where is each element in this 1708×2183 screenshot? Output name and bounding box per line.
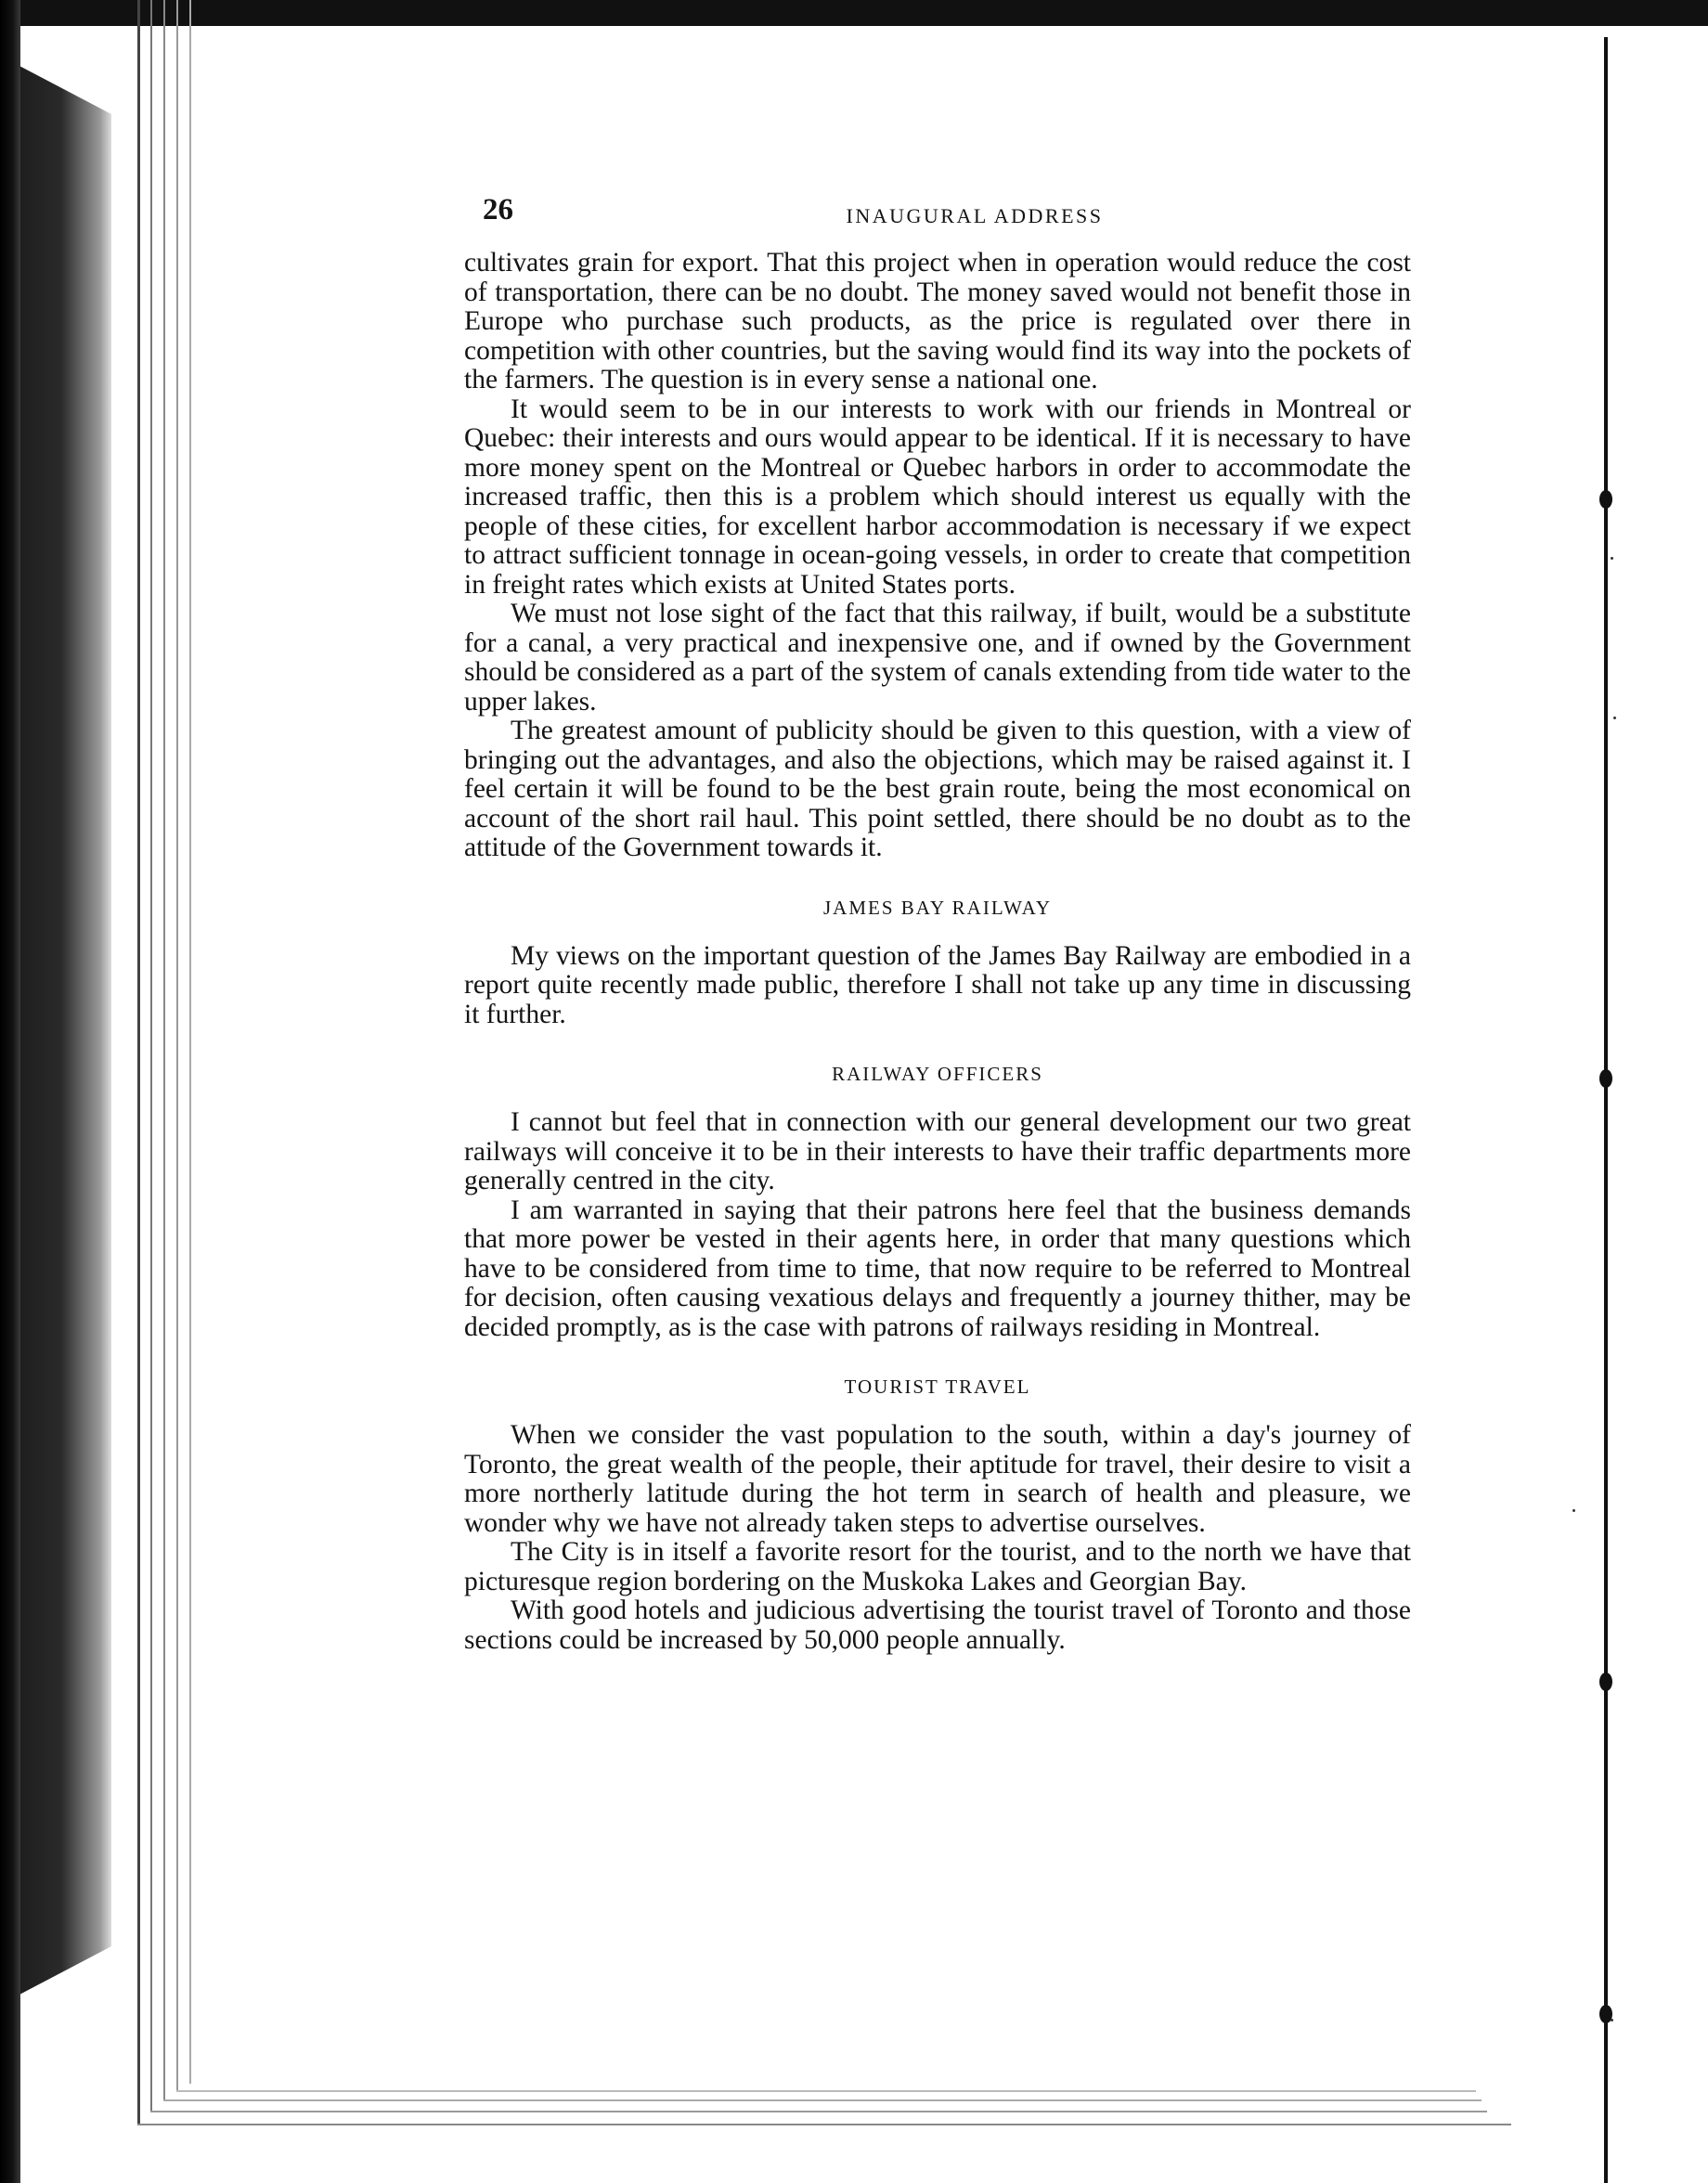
page-number: 26 <box>483 193 513 226</box>
paragraph: When we consider the vast population to the south, within a day's journey of Toronto, the great wealth of the people, their aptitude for travel, their desire to visit a more northerly latitude during the hot term in search of health and pleasure, we wonder why we have not already taken steps to advertise ourselves. <box>464 1420 1411 1538</box>
dust-speck <box>1572 1509 1575 1512</box>
binding-mark <box>1599 1069 1612 1088</box>
page-bottom-edge <box>176 2090 1476 2092</box>
paragraph: The greatest amount of publicity should be given to this question, with a view of bringing out the advantages, and also the objections, which may be raised against it. I feel certain it will be found to be the best grain route, being the most economical on account of the short rail haul. This point settled, there should be no doubt as to the attitude of the Government towards it. <box>464 716 1411 862</box>
paragraph: cultivates grain for export. That this project when in operation would reduce the cost of transportation, there can be no doubt. The money saved would not benefit those in Europe who purchase such products, as the price is regulated over there in competition with other countries, but the saving would find its way into the pockets of the farmers. The question is in every sense a national one. <box>464 248 1411 394</box>
binding-mark <box>1599 1673 1612 1691</box>
binding-mark <box>1599 490 1612 509</box>
paragraph: It would seem to be in our interests to work with our friends in Montreal or Quebec: their interests and ours would appear to be identical. If it is necessary to have more money spent on the Montreal or Quebec harbors in order to accommodate the increased traffic, then this is a problem which should interest us equally with the people of these cities, for excellent harbor accommodation is necessary if we expect to attract sufficient tonnage in ocean-going vessels, in order to create that competition in freight rates which exists at United States ports. <box>464 394 1411 600</box>
section-heading: JAMES BAY RAILWAY <box>823 896 1052 919</box>
page-bottom-edge <box>150 2111 1487 2112</box>
left-scan-edge <box>0 0 20 2183</box>
right-page-border <box>1604 37 1608 2183</box>
page-bottom-edge <box>137 2124 1511 2125</box>
page-edge-line <box>163 0 165 2099</box>
scan-top-border <box>0 0 1708 26</box>
paragraph: I am warranted in saying that their patrons here feel that the business demands that more power be vested in their agents here, in order that many questions which have to be considered from time to time, that now require to be referred to Montreal for decision, often causing vexatious delays and frequently a journey thither, may be decided promptly, as is the case with patrons of railways residing in Montreal. <box>464 1195 1411 1342</box>
text-column <box>464 186 1411 1655</box>
page-edge-line <box>189 0 191 2084</box>
section-heading: RAILWAY OFFICERS <box>832 1063 1043 1085</box>
page-edge-line <box>150 0 152 2112</box>
page-edge-line <box>176 0 178 2090</box>
running-header <box>464 186 1411 236</box>
dust-speck <box>1611 557 1613 560</box>
section-heading: TOURIST TRAVEL <box>844 1376 1031 1398</box>
running-head-title: INAUGURAL ADDRESS <box>846 204 1104 227</box>
paragraph: We must not lose sight of the fact that this railway, if built, would be a substitute for a canal, a very practical and inexpensive one, and if owned by the Government should be considered as a part of the system of canals extending from tide water to the upper lakes. <box>464 599 1411 717</box>
paragraph: My views on the important question of the James Bay Railway are embodied in a report quite recently made public, therefore I shall not take up any time in discussing it further. <box>464 940 1411 1029</box>
paragraph: I cannot but feel that in connection with our general development our two great railways will conceive it to be in their interests to have their traffic departments more generally centred in the city. <box>464 1107 1411 1195</box>
paragraph: With good hotels and judicious advertising the tourist travel of Toronto and those sections could be increased by 50,000 people annually. <box>464 1595 1411 1655</box>
paragraph: The City is in itself a favorite resort for the tourist, and to the north we have that picturesque region bordering on the Muskoka Lakes and Georgian Bay. <box>464 1537 1411 1596</box>
page-edge-line <box>137 0 140 2125</box>
page-bottom-edge <box>163 2099 1482 2101</box>
dust-speck <box>1613 717 1616 719</box>
dust-speck <box>1611 2019 1613 2022</box>
